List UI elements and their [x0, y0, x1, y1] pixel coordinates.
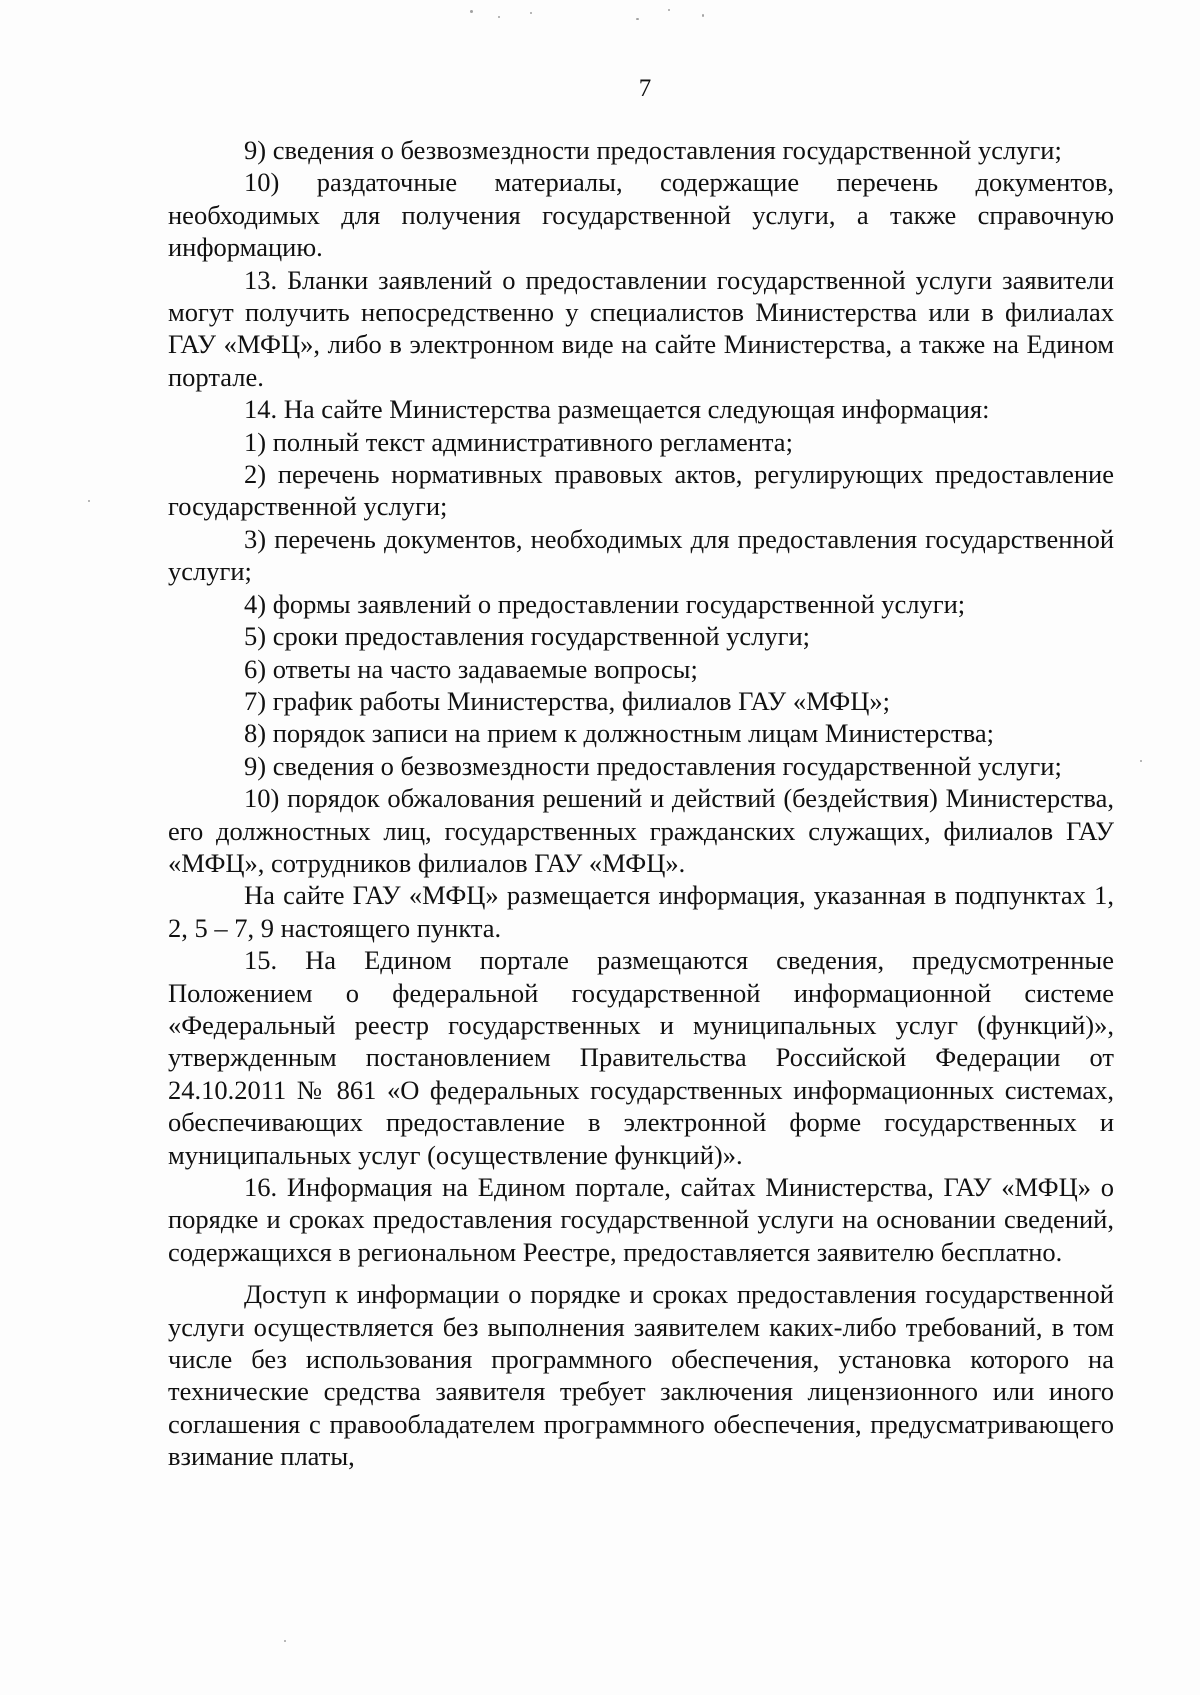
paragraph: 2) перечень нормативных правовых актов, регулирующих предоставление государственной услуги; [168, 459, 1114, 522]
scan-speck [530, 12, 532, 14]
paragraph: 15. На Едином портале размещаются сведения, предусмотренные Положением о федеральной государственной информационной системе «Федеральный реестр государственных и муниципальных услуг (функций)», утвержденным постановлением Правительства Российской Федерации от 24.10.2011 № 861 «О федеральных государственных информационных системах, обеспечивающих предоставление в электронной форме государственных и муниципальных услуг (осуществление функций)». [168, 945, 1114, 1170]
paragraph: 9) сведения о безвозмездности предоставления государственной услуги; [244, 750, 1062, 781]
page-number: 7 [638, 75, 652, 102]
paragraph: На сайте ГАУ «МФЦ» размещается информация, указанная в подпунктах 1, 2, 5 – 7, 9 настоящего пункта. [168, 880, 1114, 943]
paragraph: 7) график работы Министерства, филиалов ГАУ «МФЦ»; [244, 685, 890, 716]
scan-speck [470, 10, 473, 13]
paragraph: 1) полный текст административного регламента; [244, 426, 793, 457]
paragraph: Доступ к информации о порядке и сроках предоставления государственной услуги осуществляется без выполнения заявителем каких-либо требований, в том числе без использования программного обеспечения, установка которого на технические средства заявителя требует заключения лицензионного или иного соглашения с правообладателем программного обеспечения, предусматривающего взимание платы, [168, 1279, 1114, 1472]
paragraph: 16. Информация на Едином портале, сайтах Министерства, ГАУ «МФЦ» о порядке и сроках предоставления государственной услуги на основании сведений, содержащихся в региональном Реестре, предоставляется заявителю бесплатно. [168, 1172, 1114, 1267]
scan-speck [1140, 760, 1142, 762]
paragraph: 9) сведения о безвозмездности предоставления государственной услуги; [244, 135, 1062, 165]
paragraph: 4) формы заявлений о предоставлении государственной услуги; [244, 588, 966, 619]
paragraph: 6) ответы на часто задаваемые вопросы; [244, 653, 698, 684]
scan-speck [498, 16, 500, 18]
paragraph: 14. На сайте Министерства размещается следующая информация: [244, 394, 990, 425]
body-text [168, 134, 1114, 1473]
scan-speck [636, 18, 639, 20]
paragraph: 13. Бланки заявлений о предоставлении государственной услуги заявители могут получить непосредственно у специалистов Министерства или в филиалах ГАУ «МФЦ», либо в электронном виде на сайте Министерства, а также на Едином портале. [168, 264, 1114, 392]
paragraph: 10) раздаточные материалы, содержащие перечень документов, необходимых для получения государственной услуги, а также справочную информацию. [168, 167, 1114, 263]
paragraph: 8) порядок записи на прием к должностным лицам Министерства; [244, 718, 995, 749]
scan-speck [702, 14, 704, 17]
paragraph: 10) порядок обжалования решений и действий (бездействия) Министерства, его должностных лиц, государственных гражданских служащих, филиалов ГАУ «МФЦ», сотрудников филиалов ГАУ «МФЦ». [168, 783, 1114, 878]
scan-speck [668, 9, 670, 11]
paragraph: 5) сроки предоставления государственной услуги; [244, 621, 811, 652]
scan-speck [284, 1640, 286, 1642]
paragraph: 3) перечень документов, необходимых для предоставления государственной услуги; [168, 523, 1114, 587]
scan-speck [88, 500, 90, 502]
